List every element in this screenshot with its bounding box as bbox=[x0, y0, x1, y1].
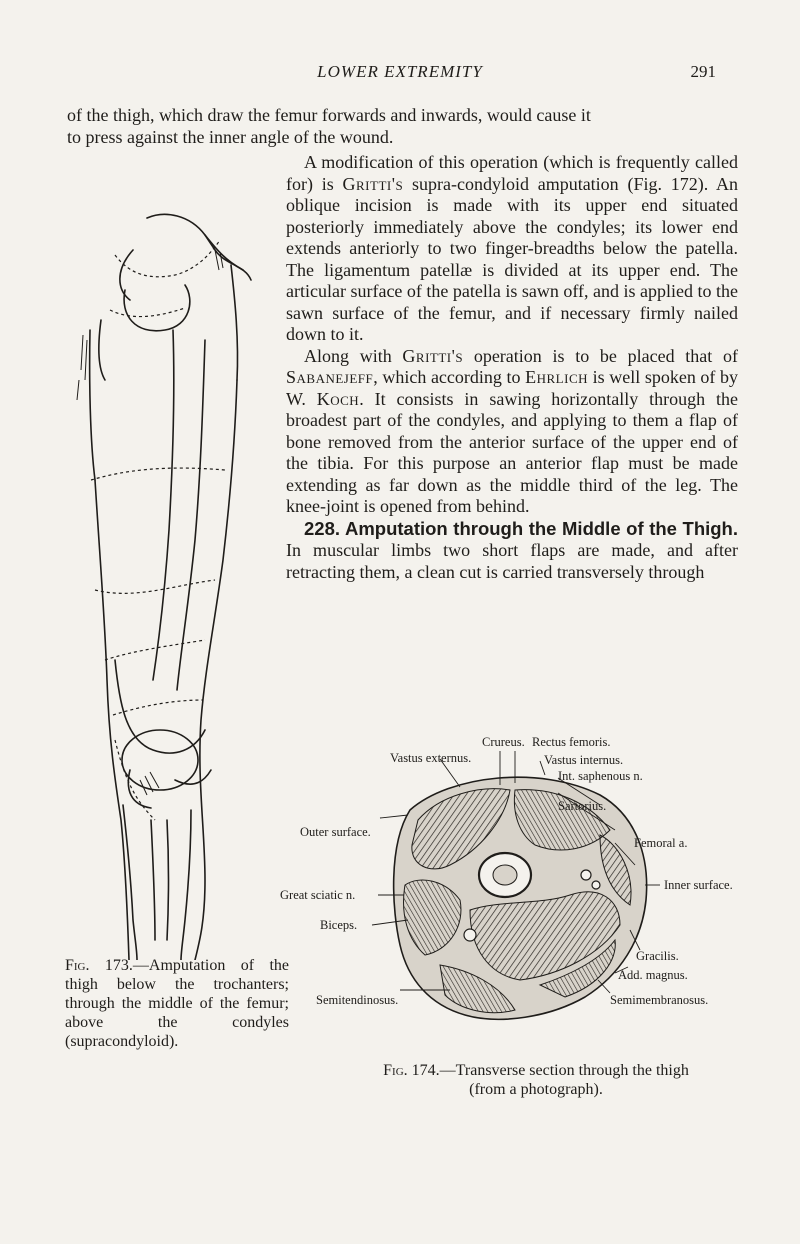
para2-text-a: Along with bbox=[304, 345, 403, 366]
para2-text-d: is well spoken of by W. bbox=[286, 367, 739, 409]
para1-text-a: A modification of this operation (which is frequently called for) is bbox=[286, 152, 738, 194]
text-column bbox=[286, 152, 738, 583]
figure-173-caption-text: —Amputation of the thigh below the trochanters; through the middle of the femur; above the condyles (supracondyloid). bbox=[65, 957, 289, 1050]
label-int-saphenous: Int. saphenous n. bbox=[558, 769, 643, 783]
figure-174-caption-line-2: (from a photograph). bbox=[469, 1081, 603, 1098]
text-line-1: of the thigh, which draw the femur forwards and inwards, would cause it bbox=[67, 105, 591, 125]
section-title: Amputation through the Middle of the Thigh. bbox=[344, 517, 738, 539]
figure-174-caption-line-1 bbox=[316, 1061, 756, 1080]
label-semimembranosus: Semimembranosus. bbox=[610, 993, 709, 1007]
name-gritti-2: Gritti's bbox=[402, 345, 464, 366]
running-title: LOWER EXTREMITY bbox=[317, 62, 483, 81]
name-gritti: Gritti's bbox=[342, 173, 404, 194]
paragraph-gritti bbox=[286, 152, 738, 346]
para1-text-b: supra-condyloid amputation (Fig. 172). An oblique incision is made with its upper end situated posteriorly immediately above the condyles; its lower end extends anteriorly to two finger-breadths below the patella. The ligamentum patellæ is divided at its upper end. The articular surface of the patella is sawn off, and is applied to the sawn surface of the femur, and if necessary firmly nailed down to it. bbox=[286, 173, 739, 344]
para2-text-c: , which according to bbox=[373, 367, 526, 387]
name-koch: Koch bbox=[316, 388, 360, 409]
section-228 bbox=[286, 518, 738, 584]
page-number: 291 bbox=[690, 62, 716, 81]
label-gracilis: Gracilis. bbox=[636, 949, 679, 963]
para2-text-e: . It consists in sawing horizontally through the broadest part of the condyles, and applying to them a flap of bone removed from the anterior surface of the upper end of the tibia. For this purpose an anterior flap must be made extending as far down as the middle third of the leg. The knee-joint is opened from behind. bbox=[286, 388, 738, 516]
figure-174-caption bbox=[316, 1061, 756, 1099]
figure-173-caption bbox=[65, 956, 289, 1051]
figure-174-label: Fig. 174. bbox=[383, 1062, 440, 1079]
label-semitendinosus: Semitendinosus. bbox=[316, 993, 399, 1007]
text-line-2: to press against the inner angle of the wound. bbox=[67, 127, 394, 147]
cross-section-illustration bbox=[300, 735, 750, 1060]
label-femoral-artery: Femoral a. bbox=[634, 836, 688, 850]
section-number: 228. bbox=[304, 517, 341, 539]
figure-173-label: Fig. 173. bbox=[65, 957, 133, 974]
name-ehrlich: Ehrlich bbox=[525, 367, 589, 387]
figure-174-caption-text: —Transverse section through the thigh bbox=[439, 1062, 689, 1079]
thigh-outline-illustration bbox=[55, 140, 295, 960]
label-inner-surface: Inner surface. bbox=[664, 878, 733, 892]
label-rectus-femoris: Rectus femoris. bbox=[532, 735, 611, 749]
label-outer-surface: Outer surface. bbox=[300, 825, 371, 839]
label-sartorius: Sartorius. bbox=[558, 799, 607, 813]
para2-text-b: operation is to be placed that of bbox=[463, 345, 738, 366]
figure-174-cross-section bbox=[280, 735, 750, 1060]
label-vastus-externus: Vastus externus. bbox=[390, 751, 472, 765]
figure-173-thigh-drawing bbox=[55, 140, 290, 960]
label-crureus: Crureus. bbox=[482, 735, 525, 749]
label-great-sciatic: Great sciatic n. bbox=[280, 888, 356, 902]
paragraph-sabanejeff bbox=[286, 346, 738, 518]
running-head bbox=[0, 62, 800, 86]
label-add-magnus: Add. magnus. bbox=[618, 968, 688, 982]
section-text: In muscular limbs two short flaps are made, and after retracting them, a clean cut is carried transversely through bbox=[286, 540, 738, 582]
label-vastus-internus: Vastus internus. bbox=[544, 753, 624, 767]
name-sabanejeff: Sabanejeff bbox=[286, 367, 374, 387]
label-biceps: Biceps. bbox=[320, 918, 358, 932]
